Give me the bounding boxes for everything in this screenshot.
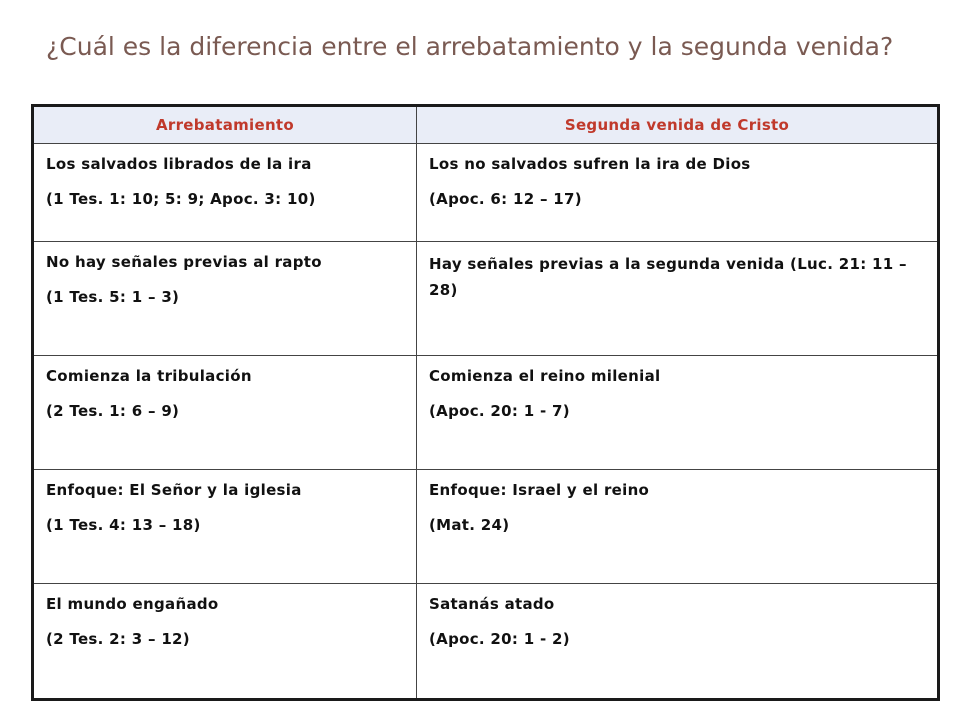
column-header-arrebatamiento: Arrebatamiento — [33, 106, 417, 144]
cell-text: Enfoque: El Señor y la iglesia — [46, 481, 302, 499]
table-row — [33, 356, 939, 470]
cell-text: El mundo engañado — [46, 595, 219, 613]
table-cell — [417, 356, 939, 470]
table-row — [33, 584, 939, 700]
cell-reference: (2 Tes. 2: 3 – 12) — [46, 630, 190, 648]
table-cell — [417, 584, 939, 700]
comparison-table — [31, 104, 940, 701]
table-header-row — [33, 106, 939, 144]
table-cell — [417, 242, 939, 356]
table-row — [33, 144, 939, 242]
cell-reference: (1 Tes. 1: 10; 5: 9; Apoc. 3: 10) — [46, 190, 316, 208]
cell-text: Comienza el reino milenial — [429, 367, 661, 385]
table-row — [33, 242, 939, 356]
table-cell — [33, 242, 417, 356]
table-row — [33, 470, 939, 584]
table-cell — [417, 470, 939, 584]
cell-text: Hay señales previas a la segunda venida (Luc. 21: 11 – 28) — [429, 255, 907, 299]
cell-reference: (1 Tes. 4: 13 – 18) — [46, 516, 201, 534]
cell-text: Enfoque: Israel y el reino — [429, 481, 650, 499]
table-cell — [33, 356, 417, 470]
page-title: ¿Cuál es la diferencia entre el arrebatamiento y la segunda venida? — [46, 32, 894, 61]
cell-text: Comienza la tribulación — [46, 367, 252, 385]
cell-reference: (Mat. 24) — [429, 516, 510, 534]
column-header-segunda-venida: Segunda venida de Cristo — [417, 106, 939, 144]
table-cell — [33, 144, 417, 242]
table-cell — [417, 144, 939, 242]
cell-reference: (2 Tes. 1: 6 – 9) — [46, 402, 180, 420]
cell-text: No hay señales previas al rapto — [46, 253, 322, 271]
cell-text: Los no salvados sufren la ira de Dios — [429, 155, 751, 173]
cell-reference: (1 Tes. 5: 1 – 3) — [46, 288, 180, 306]
cell-reference: (Apoc. 20: 1 - 2) — [429, 630, 570, 648]
cell-text: Los salvados librados de la ira — [46, 155, 312, 173]
comparison-table-container — [31, 104, 937, 701]
table-cell — [33, 584, 417, 700]
cell-reference: (Apoc. 20: 1 - 7) — [429, 402, 570, 420]
cell-text: Satanás atado — [429, 595, 555, 613]
table-cell — [33, 470, 417, 584]
cell-reference: (Apoc. 6: 12 – 17) — [429, 190, 582, 208]
